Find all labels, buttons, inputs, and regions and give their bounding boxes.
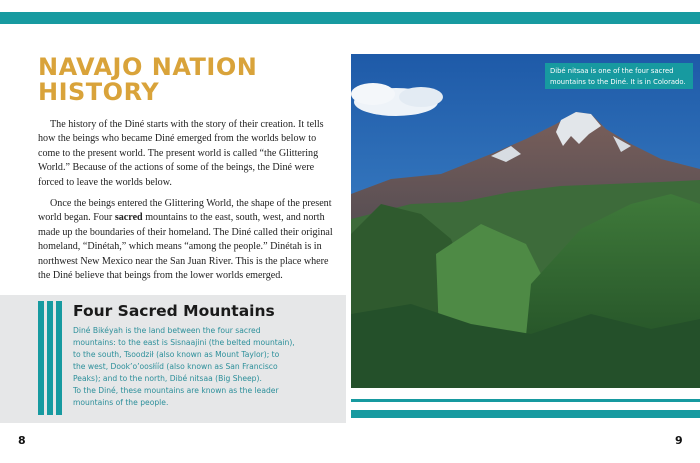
sidebar-stripe [38,301,44,415]
page-number-left: 8 [18,434,26,447]
divider-thin [351,399,700,402]
mountain-photo [351,54,700,388]
paragraph-1: The history of the Diné starts with the story of their creation. It tells how the beings who became Diné emerged from the worlds below to come to the present world. The present world is called “the Glittering World.” Because of the actions of some of the beings, the Diné were forced to leave the worlds below. [38,119,324,188]
photo-caption: Dibé nitsaa is one of the four sacred mountains to the Diné. It is in Colorado. [545,63,693,89]
title-line-2: HISTORY [38,78,160,106]
paragraph-2: Once the beings entered the Glittering World, the shape of the present world began. Four sacred mountains to the east, south, west, and north made up the boundaries of their homeland. The Diné called their original homeland, “Dinétah,” which means “among the people.” Dinétah is in northwest New Mexico near the San Juan River. This is the place where the Diné believe that beings from the lower worlds emerged. [38,198,333,282]
page-title [38,55,257,105]
divider-thick [351,410,700,418]
title-line-1: NAVAJO NATION [38,53,258,81]
sidebar-stripe [56,301,62,415]
sidebar-stripe [47,301,53,415]
sidebar-title: Four Sacred Mountains [73,302,275,320]
body-text [38,118,336,290]
page-number-right: 9 [675,434,683,447]
sidebar-text: Diné Bikéyah is the land between the four sacred mountains: to the east is Sisnaajini (the belted mountain), to the south, Tsoodził (also known as Mount Taylor); to the west, Dook’o’oosłííd (also known as San Francisco Peaks); and to the north, Dibé nitsaa (Big Sheep). To the Diné, these mountains are known as the leader mountains of the people. [73,326,295,407]
top-teal-bar [0,12,700,24]
glossary-term-sacred: sacred [114,212,143,224]
